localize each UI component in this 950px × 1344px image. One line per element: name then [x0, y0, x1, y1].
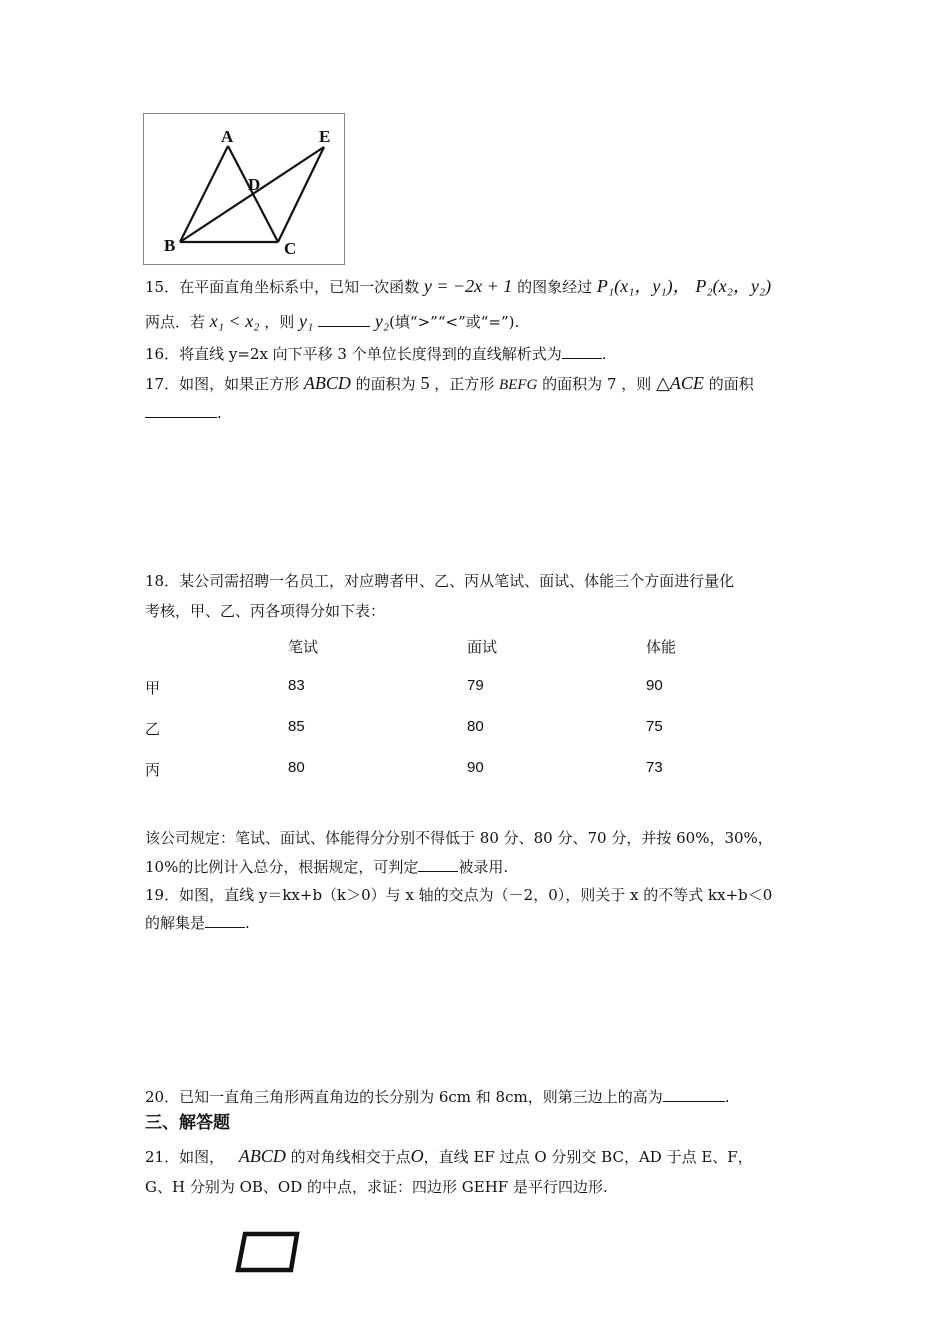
q15-y1: y₁ — [299, 311, 314, 331]
table-cell: 85 — [288, 718, 305, 735]
table-header: 面试 — [467, 638, 498, 656]
q15-text-c: 两点．若 — [145, 313, 206, 331]
q21-text-c: ，直线 EF 过点 O 分别交 BC，AD 于点 E、F， — [423, 1148, 753, 1166]
table-cell: 80 — [288, 759, 305, 776]
q15-line1 — [145, 275, 771, 298]
q17-text-e: ，则 — [621, 375, 652, 393]
edge-be — [180, 147, 324, 242]
q15-function: y = −2x + 1 — [423, 276, 513, 296]
q21-line1 — [145, 1145, 753, 1168]
score-table — [145, 636, 745, 800]
q18-answer-blank[interactable] — [418, 857, 458, 872]
q15-text-d: ，则 — [264, 313, 295, 331]
table-cell: 83 — [288, 677, 305, 694]
triangle-diagram — [144, 114, 344, 264]
table-cell: 79 — [467, 677, 484, 694]
q15-text-e: (填“>”“<”或“=”). — [389, 313, 520, 331]
edge-ab — [180, 146, 228, 242]
q20-answer-blank[interactable] — [663, 1087, 725, 1102]
q17-answer-blank[interactable] — [145, 403, 217, 418]
q16-end: . — [601, 345, 607, 363]
q18-rule-text: 10%的比例计入总分，根据规定，可判定 — [145, 858, 419, 876]
label-e: E — [319, 127, 331, 146]
q19-line2 — [145, 912, 250, 934]
q15-text-b: 的图象经过 — [517, 278, 593, 296]
table-cell: 丙 — [145, 761, 161, 779]
table-row — [145, 759, 745, 800]
q20-line — [145, 1086, 730, 1108]
table-header: 体能 — [646, 638, 677, 656]
table-cell: 甲 — [145, 679, 161, 697]
q16-answer-blank[interactable] — [562, 344, 602, 359]
q15-point-p2: P₂(x₂，y₂) — [695, 276, 772, 296]
q17-text-d: 的面积为 — [542, 375, 603, 393]
q17-text-f: 的面积 — [708, 375, 754, 393]
table-row — [145, 718, 745, 759]
q20-text: 20．已知一直角三角形两直角边的长分别为 6cm 和 8cm，则第三边上的高为 — [145, 1088, 663, 1106]
q17-text-b: 的面积为 — [355, 375, 416, 393]
table-row — [145, 677, 745, 718]
q21-line2: G、H 分别为 OB、OD 的中点，求证：四边形 GEHF 是平行四边形. — [145, 1178, 608, 1196]
parallelogram-shape — [238, 1234, 297, 1270]
parallelogram-figure — [235, 1230, 301, 1274]
q17-end: . — [217, 404, 222, 422]
triangle-figure — [143, 113, 345, 265]
q17-abcd: ABCD — [303, 373, 351, 393]
label-d: D — [248, 175, 261, 194]
q17-line2 — [145, 402, 222, 424]
q19-end: . — [245, 914, 250, 932]
q17-befg: BEFG — [499, 377, 538, 393]
table-cell: 75 — [646, 718, 663, 735]
q18-rule-end: 被录用. — [458, 858, 509, 876]
q18-line2: 考核，甲、乙、丙各项得分如下表： — [145, 602, 386, 620]
q18-line1: 18．某公司需招聘一名员工，对应聘者甲、乙、丙从笔试、面试、体能三个方面进行量化 — [145, 572, 735, 590]
q17-value-1: 5 — [420, 373, 430, 393]
q15-line2 — [145, 310, 519, 333]
q15-answer-blank[interactable] — [318, 312, 370, 327]
table-cell: 73 — [646, 759, 663, 776]
q15-condition: x₁ < x₂ — [209, 311, 260, 331]
q18-rule-line2 — [145, 856, 508, 878]
q17-value-2: 7 — [606, 375, 617, 393]
table-cell: 90 — [646, 677, 663, 694]
q15-y2: y₂ — [374, 311, 390, 331]
q17-text-c: ，正方形 — [434, 375, 495, 393]
table-cell: 乙 — [145, 720, 161, 738]
section-heading: 三、解答题 — [145, 1113, 230, 1133]
q21-text-b: 的对角线相交于点 — [290, 1148, 411, 1166]
table-cell: 80 — [467, 718, 484, 735]
q15-point-p1: P₁(x₁，y₁)， — [596, 276, 691, 296]
q16-line — [145, 343, 607, 365]
table-cell: 90 — [467, 759, 484, 776]
q17-text-a: 17．如图，如果正方形 — [145, 375, 300, 393]
q19-line1: 19．如图，直线 y＝kx+b（k＞0）与 x 轴的交点为（－2，0），则关于 x 的不等式 kx+b＜0 — [145, 886, 773, 904]
q17-line1 — [145, 372, 754, 396]
label-c: C — [284, 239, 297, 258]
q15-text-a: 15．在平面直角坐标系中，已知一次函数 — [145, 278, 420, 296]
table-header-row — [145, 636, 745, 677]
q21-abcd: ABCD — [238, 1146, 286, 1166]
q18-rule-line1: 该公司规定：笔试、面试、体能得分分别不得低于 80 分、80 分、70 分，并按 60%，30%， — [145, 829, 773, 847]
label-b: B — [164, 236, 176, 255]
label-a: A — [221, 127, 234, 146]
q21-o: O — [410, 1146, 424, 1166]
q21-text-a: 21．如图， — [145, 1148, 225, 1166]
q17-ace: △ACE — [656, 373, 704, 393]
q19-answer-blank[interactable] — [205, 913, 245, 928]
q16-text: 16．将直线 y=2x 向下平移 3 个单位长度得到的直线解析式为 — [145, 345, 562, 363]
q19-text: 的解集是 — [145, 914, 206, 932]
q20-end: . — [724, 1088, 730, 1106]
table-header: 笔试 — [288, 638, 319, 656]
